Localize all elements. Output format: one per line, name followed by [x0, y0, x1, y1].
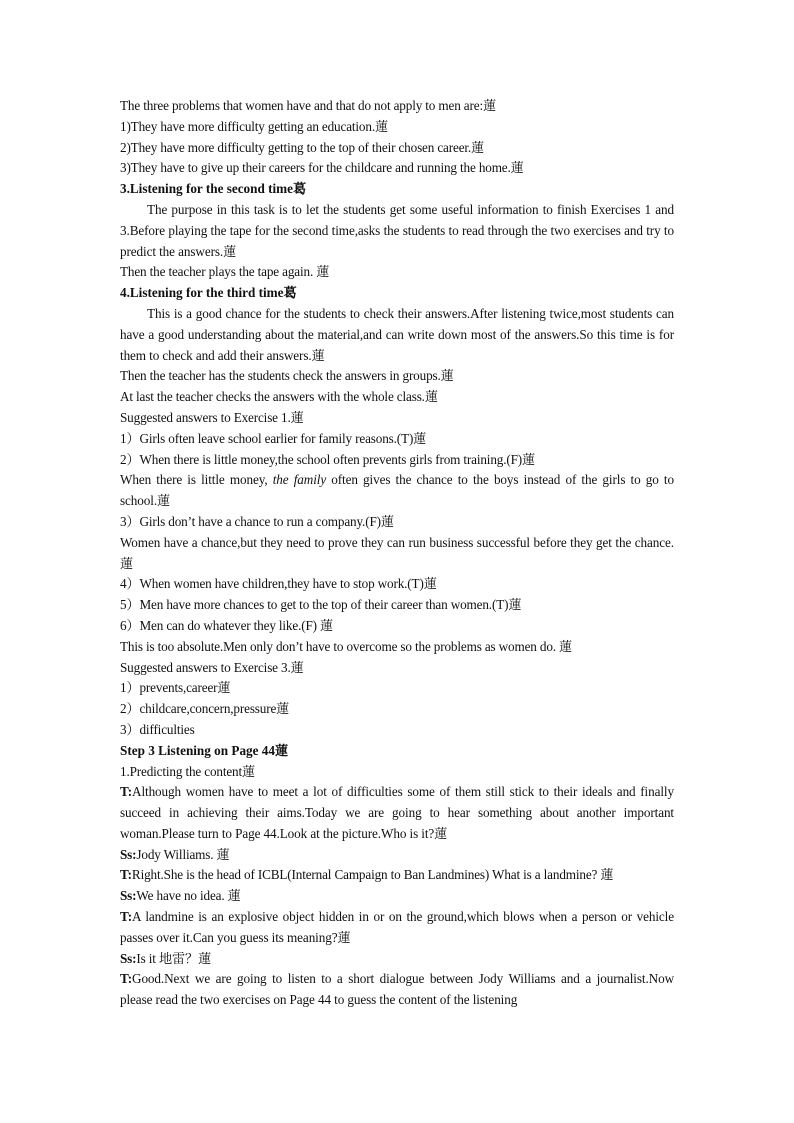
heading-second-listening: 3.Listening for the second time葛 [120, 181, 307, 197]
answer-3-item-2: 2）childcare,concern,pressure蓮 [120, 701, 290, 717]
dialogue-text: Although women have to meet a lot of difficulties some of them still stick to their ideals and finally succeed in achieving their aims.Today we are going to hear something about another important woman.Please turn to Page 44.Look at the picture.Who is it?蓮 [120, 784, 674, 841]
answer-1-item-3-note: Women have a chance,but they need to prove they can run business successful before they get the chance.蓮 [120, 534, 674, 571]
problem-1: 1)They have more difficulty getting an education.蓮 [120, 118, 389, 134]
heading-third-listening: 4.Listening for the third time葛 [120, 285, 297, 301]
answer-1-item-6: 6）Men can do whatever they like.(F) 蓮 [120, 617, 334, 633]
dialogue-text: Right.She is the head of ICBL(Internal Campaign to Ban Landmines) What is a landmine? 蓮 [131, 867, 614, 883]
dialogue-line [120, 949, 674, 970]
dialogue-text: We have no idea. 蓮 [136, 888, 241, 904]
dialogue-line [120, 845, 674, 866]
speaker-label: Ss: [120, 950, 137, 966]
speaker-label: T: [120, 867, 132, 883]
answer-1-item-2: 2）When there is little money,the school often prevents girls from training.(F)蓮 [120, 451, 536, 467]
dialogue-line [120, 886, 674, 907]
answer-1-item-4: 4）When women have children,they have to stop work.(T)蓮 [120, 576, 437, 592]
problem-3: 3)They have to give up their careers for the childcare and running the home.蓮 [120, 160, 524, 176]
check-in-groups: Then the teacher has the students check the answers in groups.蓮 [120, 368, 454, 384]
note-text-italic: the family [272, 472, 327, 488]
dialogue-line [120, 865, 674, 886]
note-text-start: When there is little money, [120, 472, 273, 488]
heading-step-3: Step 3 Listening on Page 44蓮 [120, 742, 289, 758]
answer-1-item-1: 1）Girls often leave school earlier for family reasons.(T)蓮 [120, 430, 427, 446]
dialogue-line [120, 907, 674, 949]
document-page [120, 96, 674, 1011]
problems-intro: The three problems that women have and that do not apply to men are:蓮 [120, 98, 497, 113]
answer-1-item-5: 5）Men have more chances to get to the top of their career than women.(T)蓮 [120, 597, 522, 613]
plays-tape-again: Then the teacher plays the tape again. 蓮 [120, 264, 330, 280]
answer-1-item-2-note [120, 470, 674, 512]
note-text-end: often gives the chance to the boys instead of the girls to go to school.蓮 [120, 472, 674, 509]
exercise-1-answers-title: Suggested answers to Exercise 1.蓮 [120, 409, 304, 425]
dialogue-line [120, 969, 674, 1011]
check-whole-class: At last the teacher checks the answers with the whole class.蓮 [120, 389, 438, 405]
answer-3-item-1: 1）prevents,career蓮 [120, 680, 231, 696]
dialogue-text: A landmine is an explosive object hidden in or on the ground,which blows when a person or vehicle passes over it.Can you guess its meaning?蓮 [120, 909, 674, 945]
predicting-content: 1.Predicting the content蓮 [120, 763, 256, 779]
third-listening-purpose: This is a good chance for the students to check their answers.After listening twice,most students can have a good understanding about the material,and can write down most of the answers.So this time is for them to check and add their answers.蓮 [120, 305, 674, 363]
dialogue-text: Is it 地雷？蓮 [136, 950, 212, 966]
speaker-label: T: [120, 909, 133, 925]
speaker-label: Ss: [120, 888, 137, 904]
speaker-label: T: [120, 971, 133, 987]
exercise-3-answers-title: Suggested answers to Exercise 3.蓮 [120, 659, 304, 675]
dialogue-line [120, 782, 674, 844]
speaker-label: T: [120, 784, 133, 800]
dialogue-text: Good.Next we are going to listen to a short dialogue between Jody Williams and a journalist.Now please read the two exercises on Page 44 to guess the content of the listening [120, 971, 674, 1008]
answer-1-item-3: 3）Girls don’t have a chance to run a company.(F)蓮 [120, 513, 394, 529]
problem-2: 2)They have more difficulty getting to the top of their chosen career.蓮 [120, 139, 485, 155]
dialogue-text: Jody Williams. 蓮 [136, 846, 230, 862]
second-listening-purpose: The purpose in this task is to let the students get some useful information to finish Exercises 1 and 3.Before playing the tape for the second time,asks the students to read through the two exercises and try to predict the answers.蓮 [120, 201, 674, 259]
answer-3-item-3: 3）difficulties [120, 721, 195, 737]
answer-1-item-6-note: This is too absolute.Men only don’t have to overcome so the problems as women do. 蓮 [120, 638, 573, 654]
speaker-label: Ss: [120, 846, 137, 862]
